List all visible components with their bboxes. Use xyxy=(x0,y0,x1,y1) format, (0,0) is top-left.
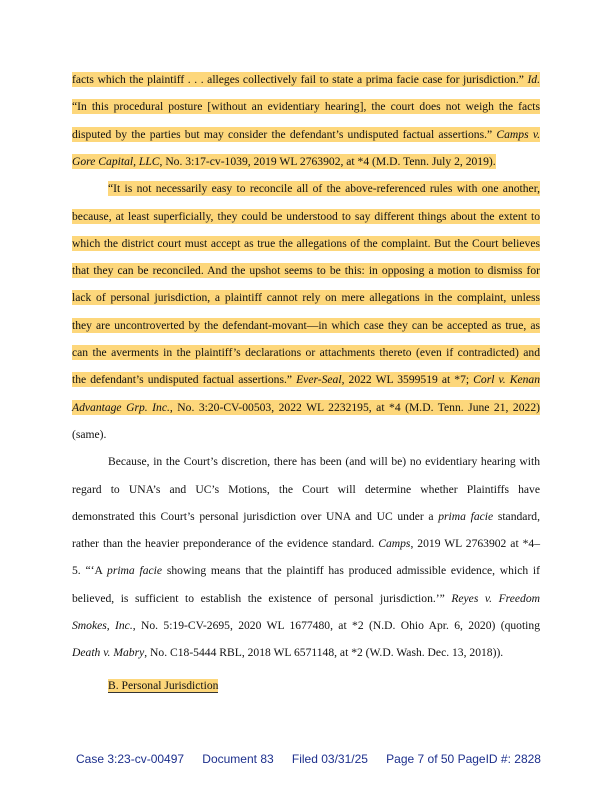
text-segment: Because, in the Court’s discretion, there has been (and will be) no evidentiary hearing with xyxy=(108,455,540,469)
text-line xyxy=(108,181,540,196)
text-line xyxy=(72,72,540,87)
text-line xyxy=(72,400,540,415)
text-line xyxy=(72,263,540,278)
text-line xyxy=(72,645,503,660)
footer-page-info: Page 7 of 50 PageID #: 2828 xyxy=(386,752,541,766)
section-heading-text: B. Personal Jurisdiction xyxy=(108,679,219,692)
text-line xyxy=(108,454,540,469)
text-line xyxy=(72,372,540,387)
text-line xyxy=(72,290,540,305)
italic-citation-text: Reyes v. Freedom xyxy=(451,591,541,605)
italic-citation-text: Corl v. Kenan xyxy=(473,373,541,387)
text-segment: , No. 3:17-cv-1039, 2019 WL 2763902, at *4 (M.D. Tenn. July 2, 2019). xyxy=(159,154,496,168)
text-line xyxy=(72,154,496,169)
italic-citation-text: Camps v. xyxy=(496,127,541,141)
text-line xyxy=(72,127,540,142)
text-segment: , 2019 WL 2763902 at *4– xyxy=(410,537,540,551)
text-segment: showing means that the plaintiff has produced admissible evidence, which if xyxy=(162,564,541,578)
footer-filed-date: Filed 03/31/25 xyxy=(291,752,368,766)
text-segment: demonstrated this Court’s personal jurisdiction over UNA and UC under a xyxy=(72,509,439,523)
text-line xyxy=(72,509,540,524)
text-line xyxy=(72,563,540,578)
text-segment: disputed by the parties but may consider the defendant’s undisputed factual assertions.” xyxy=(72,127,497,141)
italic-citation-text: prima facie xyxy=(107,564,163,578)
text-line xyxy=(72,99,540,114)
text-segment: , No. C18-5444 RBL, 2018 WL 6571148, at *2 (W.D. Wash. Dec. 13, 2018)). xyxy=(144,646,504,660)
italic-citation-text: prima facie xyxy=(438,509,494,523)
italic-citation-text: Death v. Mabry xyxy=(72,646,145,660)
footer-document: Document 83 xyxy=(202,752,274,766)
text-segment: “In this procedural posture [without an evidentiary hearing], the court does not weigh the facts xyxy=(72,100,540,114)
text-line xyxy=(72,591,540,606)
italic-citation-text: Gore Capital, LLC xyxy=(72,154,160,168)
text-segment: can the averments in the plaintiff’s declarations or attachments thereto (even if contradicted) and xyxy=(72,346,540,359)
text-segment: which the district court must accept as true the allegations of the complaint. But the Court believes xyxy=(72,236,540,250)
text-segment: rather than the heavier preponderance of the evidence standard. xyxy=(72,537,379,551)
text-line xyxy=(72,536,540,551)
section-heading xyxy=(108,678,218,693)
text-line xyxy=(72,427,106,442)
text-segment: the defendant’s undisputed factual assertions.” xyxy=(72,373,297,387)
text-segment: believed, is sufficient to establish the existence of personal jurisdiction.’” xyxy=(72,591,452,605)
text-segment: “It is not necessarily easy to reconcile all of the above-referenced rules with one another, xyxy=(108,182,540,196)
text-segment: , No. 5:19-CV-2695, 2020 WL 1677480, at *2 (N.D. Ohio Apr. 6, 2020) (quoting xyxy=(132,619,540,632)
text-segment: they are uncontroverted by the defendant-movant—in which case they can be accepted as true, as xyxy=(72,318,540,332)
italic-citation-text: Advantage Grp. Inc. xyxy=(72,400,170,414)
italic-citation-text: Id. xyxy=(527,73,540,86)
text-line xyxy=(72,209,540,224)
text-segment: standard, xyxy=(493,509,540,523)
text-segment: , 2022 WL 3599519 at *7; xyxy=(341,373,474,387)
italic-citation-text: Smokes, Inc. xyxy=(72,619,133,632)
footer-case-number: Case 3:23-cv-00497 xyxy=(76,752,185,766)
text-segment: because, at least superficially, they could be understood to say different things about the extent to xyxy=(72,209,540,223)
page-footer xyxy=(76,752,541,766)
text-segment: regard to UNA’s and UC’s Motions, the Court will determine whether Plaintiffs have xyxy=(72,482,540,496)
text-segment: (same). xyxy=(72,427,107,441)
text-segment: , No. 3:20-CV-00503, 2022 WL 2232195, at *4 (M.D. Tenn. June 21, 2022) xyxy=(169,400,540,414)
text-segment: facts which the plaintiff . . . alleges collectively fail to state a prima facie case for jurisdiction.” xyxy=(72,73,528,86)
italic-citation-text: Camps xyxy=(378,537,411,551)
text-line xyxy=(72,345,540,360)
text-line xyxy=(72,236,540,251)
text-segment: that they can be reconciled. And the upshot seems to be this: in opposing a motion to dismiss for xyxy=(72,264,540,278)
italic-citation-text: Ever-Seal xyxy=(296,373,342,387)
text-line xyxy=(72,618,540,633)
text-line xyxy=(72,482,540,497)
text-line xyxy=(72,318,540,333)
text-segment: 5. “‘A xyxy=(72,564,108,578)
text-segment: lack of personal jurisdiction, a plaintiff cannot rely on mere allegations in the complaint, unless xyxy=(72,291,540,305)
